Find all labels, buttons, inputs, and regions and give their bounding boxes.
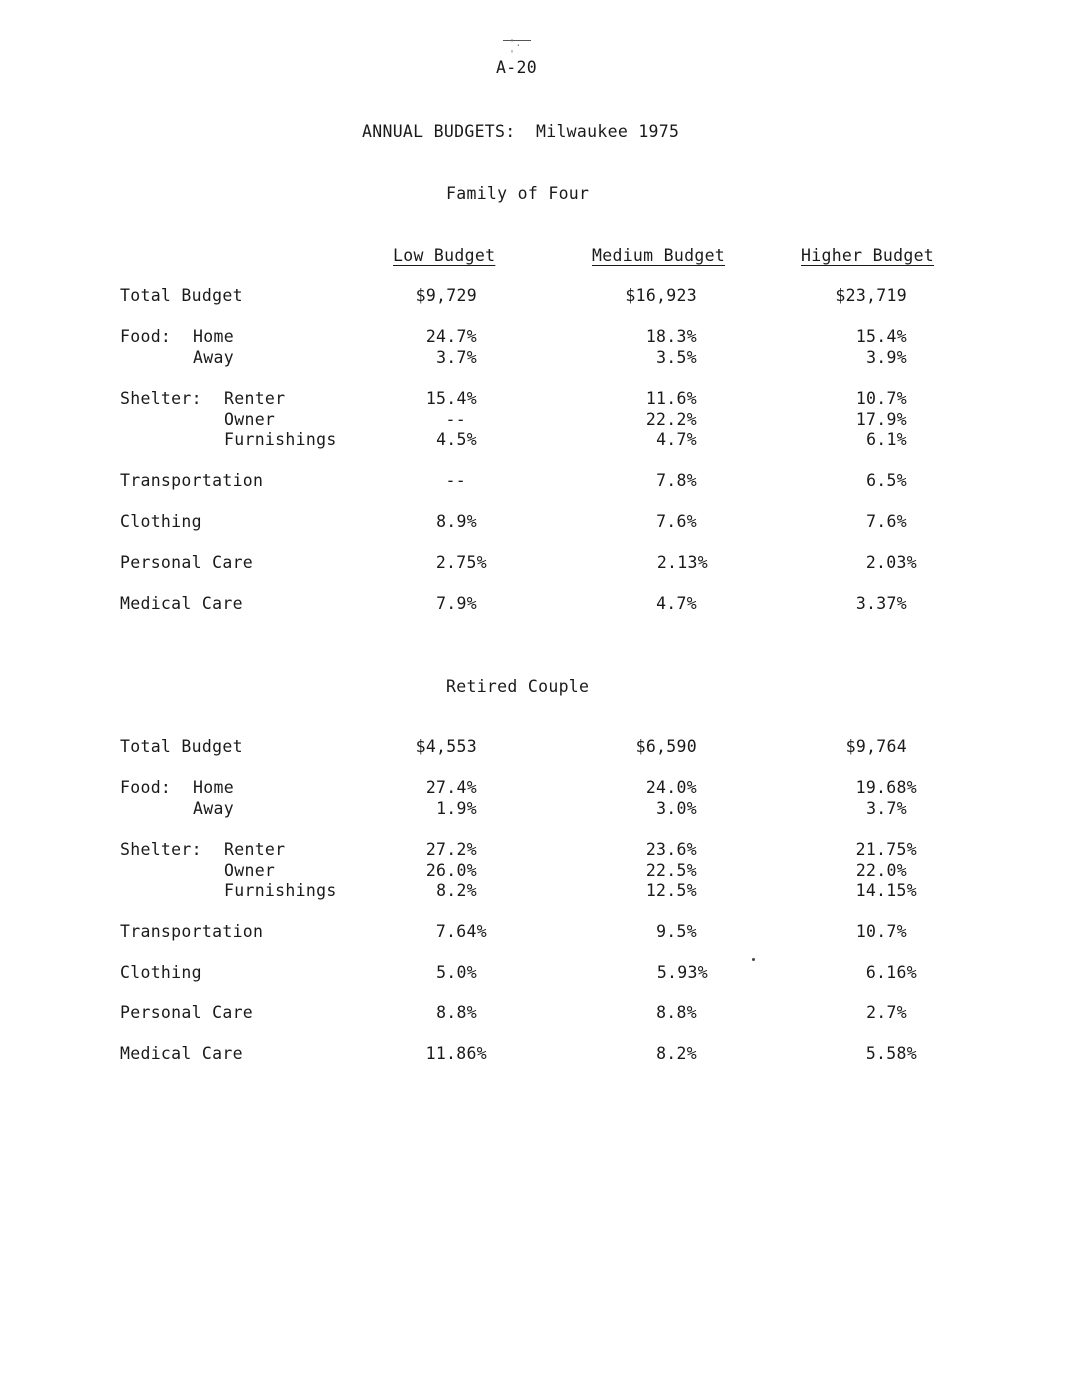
family-owner-medium: 22.2% xyxy=(645,410,697,429)
retired-medical-care-low: 11.86% xyxy=(425,1044,487,1063)
retired-food-home-medium: 24.0% xyxy=(645,778,697,797)
family-shelter-label: Shelter: xyxy=(120,389,202,408)
family-furnishings-higher: 6.1% xyxy=(866,430,907,449)
column-header-higher: Higher Budget xyxy=(801,246,935,265)
retired-owner-higher: 22.0% xyxy=(855,861,907,880)
retired-furnishings-medium: 12.5% xyxy=(645,881,697,900)
family-total-medium: $16,923 xyxy=(625,286,697,305)
family-total-higher: $23,719 xyxy=(835,286,907,305)
retired-transportation-low: 7.64% xyxy=(435,922,487,941)
retired-clothing-higher: 6.16% xyxy=(865,963,917,982)
family-medical-care-higher: 3.37% xyxy=(855,594,907,613)
family-furnishings-low: 4.5% xyxy=(436,430,477,449)
column-header-medium: Medium Budget xyxy=(592,246,726,265)
family-food-away-higher: 3.9% xyxy=(866,348,907,367)
retired-total-low: $4,553 xyxy=(415,737,477,756)
page-number: A-20 xyxy=(496,58,537,77)
family-clothing-low: 8.9% xyxy=(436,512,477,531)
retired-heading: Retired Couple xyxy=(446,677,590,696)
family-food-home-label: Home xyxy=(193,327,234,346)
family-food-home-medium: 18.3% xyxy=(645,327,697,346)
family-total-low: $9,729 xyxy=(415,286,477,305)
retired-food-away-low: 1.9% xyxy=(436,799,477,818)
retired-food-home-low: 27.4% xyxy=(425,778,477,797)
retired-renter-label: Renter xyxy=(224,840,286,859)
retired-owner-low: 26.0% xyxy=(425,861,477,880)
retired-personal-care-medium: 8.8% xyxy=(656,1003,697,1022)
retired-medical-care-label: Medical Care xyxy=(120,1044,243,1063)
family-owner-higher: 17.9% xyxy=(855,410,907,429)
family-food-away-label: Away xyxy=(193,348,234,367)
family-medical-care-low: 7.9% xyxy=(436,594,477,613)
family-clothing-higher: 7.6% xyxy=(866,512,907,531)
retired-transportation-medium: 9.5% xyxy=(656,922,697,941)
family-furnishings-label: Furnishings xyxy=(224,430,337,449)
family-food-away-medium: 3.5% xyxy=(656,348,697,367)
family-clothing-label: Clothing xyxy=(120,512,202,531)
family-food-away-low: 3.7% xyxy=(436,348,477,367)
family-total-label: Total Budget xyxy=(120,286,243,305)
family-transportation-label: Transportation xyxy=(120,471,264,490)
retired-food-home-label: Home xyxy=(193,778,234,797)
retired-renter-higher: 21.75% xyxy=(855,840,917,859)
retired-owner-medium: 22.5% xyxy=(645,861,697,880)
family-transportation-higher: 6.5% xyxy=(866,471,907,490)
family-food-home-low: 24.7% xyxy=(425,327,477,346)
retired-owner-label: Owner xyxy=(224,861,276,880)
family-renter-label: Renter xyxy=(224,389,286,408)
retired-furnishings-low: 8.2% xyxy=(436,881,477,900)
retired-furnishings-higher: 14.15% xyxy=(855,881,917,900)
page-title: ANNUAL BUDGETS: Milwaukee 1975 xyxy=(362,122,680,141)
retired-medical-care-higher: 5.58% xyxy=(865,1044,917,1063)
retired-renter-medium: 23.6% xyxy=(645,840,697,859)
retired-personal-care-higher: 2.7% xyxy=(866,1003,907,1022)
retired-food-away-medium: 3.0% xyxy=(656,799,697,818)
family-renter-higher: 10.7% xyxy=(855,389,907,408)
page-mark xyxy=(503,40,531,54)
stray-dot xyxy=(752,958,755,961)
family-personal-care-higher: 2.03% xyxy=(865,553,917,572)
retired-clothing-label: Clothing xyxy=(120,963,202,982)
retired-clothing-medium: 5.93% xyxy=(656,963,708,982)
retired-shelter-label: Shelter: xyxy=(120,840,202,859)
family-food-label: Food: xyxy=(120,327,172,346)
retired-total-medium: $6,590 xyxy=(635,737,697,756)
column-header-low: Low Budget xyxy=(393,246,496,265)
family-transportation-medium: 7.8% xyxy=(656,471,697,490)
family-owner-low: -- xyxy=(445,410,466,429)
retired-food-away-label: Away xyxy=(193,799,234,818)
family-medical-care-medium: 4.7% xyxy=(656,594,697,613)
family-transportation-low: -- xyxy=(445,471,466,490)
family-furnishings-medium: 4.7% xyxy=(656,430,697,449)
retired-medical-care-medium: 8.2% xyxy=(656,1044,697,1063)
retired-total-label: Total Budget xyxy=(120,737,243,756)
family-heading: Family of Four xyxy=(446,184,590,203)
family-personal-care-medium: 2.13% xyxy=(656,553,708,572)
retired-food-home-higher: 19.68% xyxy=(855,778,917,797)
retired-food-away-higher: 3.7% xyxy=(866,799,907,818)
family-personal-care-label: Personal Care xyxy=(120,553,254,572)
retired-food-label: Food: xyxy=(120,778,172,797)
retired-renter-low: 27.2% xyxy=(425,840,477,859)
family-food-home-higher: 15.4% xyxy=(855,327,907,346)
family-clothing-medium: 7.6% xyxy=(656,512,697,531)
retired-total-higher: $9,764 xyxy=(845,737,907,756)
retired-transportation-label: Transportation xyxy=(120,922,264,941)
family-renter-medium: 11.6% xyxy=(645,389,697,408)
retired-personal-care-label: Personal Care xyxy=(120,1003,254,1022)
family-owner-label: Owner xyxy=(224,410,276,429)
retired-personal-care-low: 8.8% xyxy=(436,1003,477,1022)
retired-furnishings-label: Furnishings xyxy=(224,881,337,900)
family-renter-low: 15.4% xyxy=(425,389,477,408)
retired-transportation-higher: 10.7% xyxy=(855,922,907,941)
family-medical-care-label: Medical Care xyxy=(120,594,243,613)
retired-clothing-low: 5.0% xyxy=(436,963,477,982)
family-personal-care-low: 2.75% xyxy=(435,553,487,572)
